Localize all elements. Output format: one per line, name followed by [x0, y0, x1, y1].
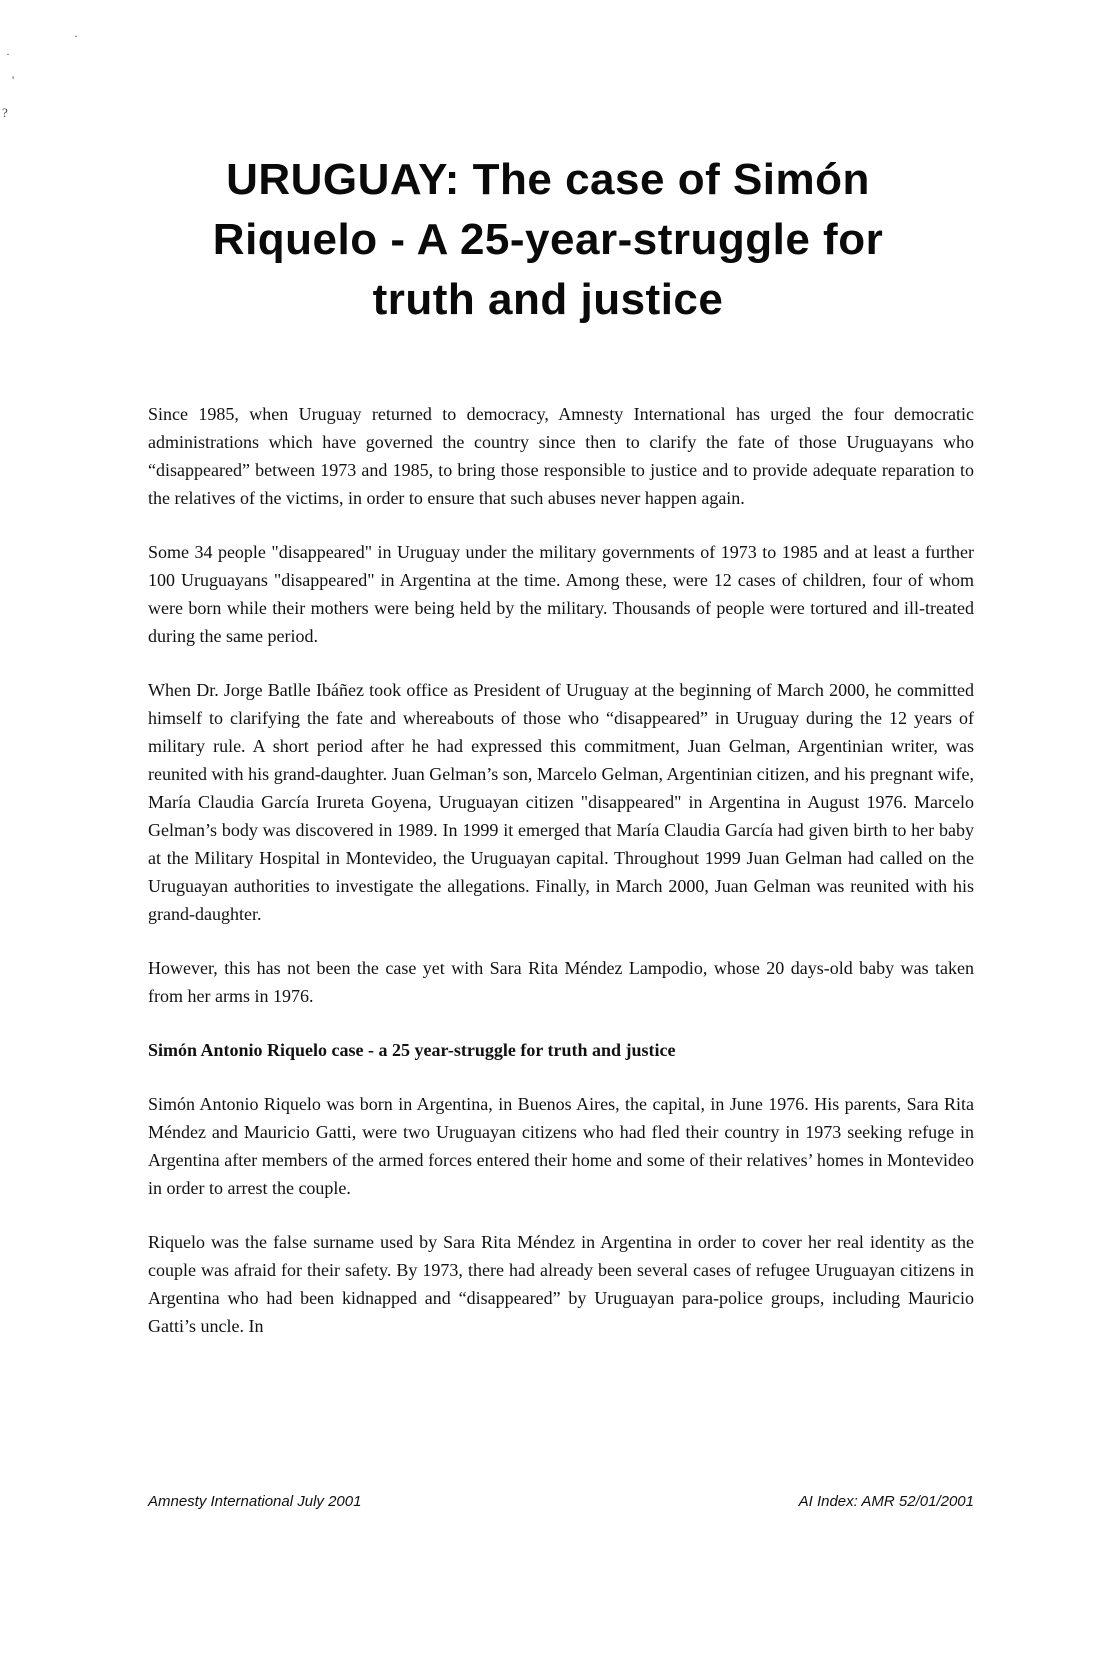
footer-ai-index: AI Index: AMR 52/01/2001: [798, 1493, 974, 1510]
document-body: [148, 400, 974, 1366]
body-paragraph: Since 1985, when Uruguay returned to democracy, Amnesty International has urged the four democratic administrations which have governed the country since then to clarify the fate of those Uruguayans who “disappeared” between 1973 and 1985, to bring those responsible to justice and to provide adequate reparation to the relatives of the victims, in order to ensure that such abuses never happen again.: [148, 404, 974, 508]
footer-publisher-date: Amnesty International July 2001: [148, 1493, 362, 1510]
scan-margin-mark: ?: [2, 105, 8, 120]
section-paragraph: Simón Antonio Riquelo was born in Argentina, in Buenos Aires, the capital, in June 1976. His parents, Sara Rita Méndez and Mauricio Gatti, were two Uruguayan citizens who had fled their country in 1973 seeking refuge in Argentina after members of the armed forces entered their home and some of their relatives’ homes in Montevideo in order to arrest the couple.: [148, 1094, 974, 1198]
scan-margin-mark: ': [12, 73, 15, 87]
section-heading: Simón Antonio Riquelo case - a 25 year-struggle for truth and justice: [148, 1040, 676, 1060]
scan-margin-mark: ·: [6, 47, 10, 61]
scan-margin-mark: ·: [74, 29, 78, 43]
document-title: URUGUAY: The case of Simón Riquelo - A 25-year-struggle for truth and justice: [212, 155, 884, 324]
body-paragraph: However, this has not been the case yet with Sara Rita Méndez Lampodio, whose 20 days-old baby was taken from her arms in 1976.: [148, 958, 974, 1006]
body-paragraph: When Dr. Jorge Batlle Ibáñez took office as President of Uruguay at the beginning of March 2000, he committed himself to clarifying the fate and whereabouts of those who “disappeared” in Uruguay during the 12 years of military rule. A short period after he had expressed this commitment, Juan Gelman, Argentinian writer, was reunited with his grand-daughter. Juan Gelman’s son, Marcelo Gelman, Argentinian citizen, and his pregnant wife, María Claudia García Irureta Goyena, Uruguayan citizen "disappeared" in Argentina in August 1976. Marcelo Gelman’s body was discovered in 1989. In 1999 it emerged that María Claudia García had given birth to her baby at the Military Hospital in Montevideo, the Uruguayan capital. Throughout 1999 Juan Gelman had called on the Uruguayan authorities to investigate the allegations. Finally, in March 2000, Juan Gelman was reunited with his grand-daughter.: [148, 680, 974, 924]
section-paragraph: Riquelo was the false surname used by Sara Rita Méndez in Argentina in order to cover her real identity as the couple was afraid for their safety. By 1973, there had already been several cases of refugee Uruguayan citizens in Argentina who had been kidnapped and “disappeared” by Uruguayan para-police groups, including Mauricio Gatti’s uncle. In: [148, 1232, 974, 1336]
body-paragraph: Some 34 people "disappeared" in Uruguay under the military governments of 1973 to 1985 and at least a further 100 Uruguayans "disappeared" in Argentina at the time. Among these, were 12 cases of children, four of whom were born while their mothers were being held by the military. Thousands of people were tortured and ill-treated during the same period.: [148, 542, 974, 646]
